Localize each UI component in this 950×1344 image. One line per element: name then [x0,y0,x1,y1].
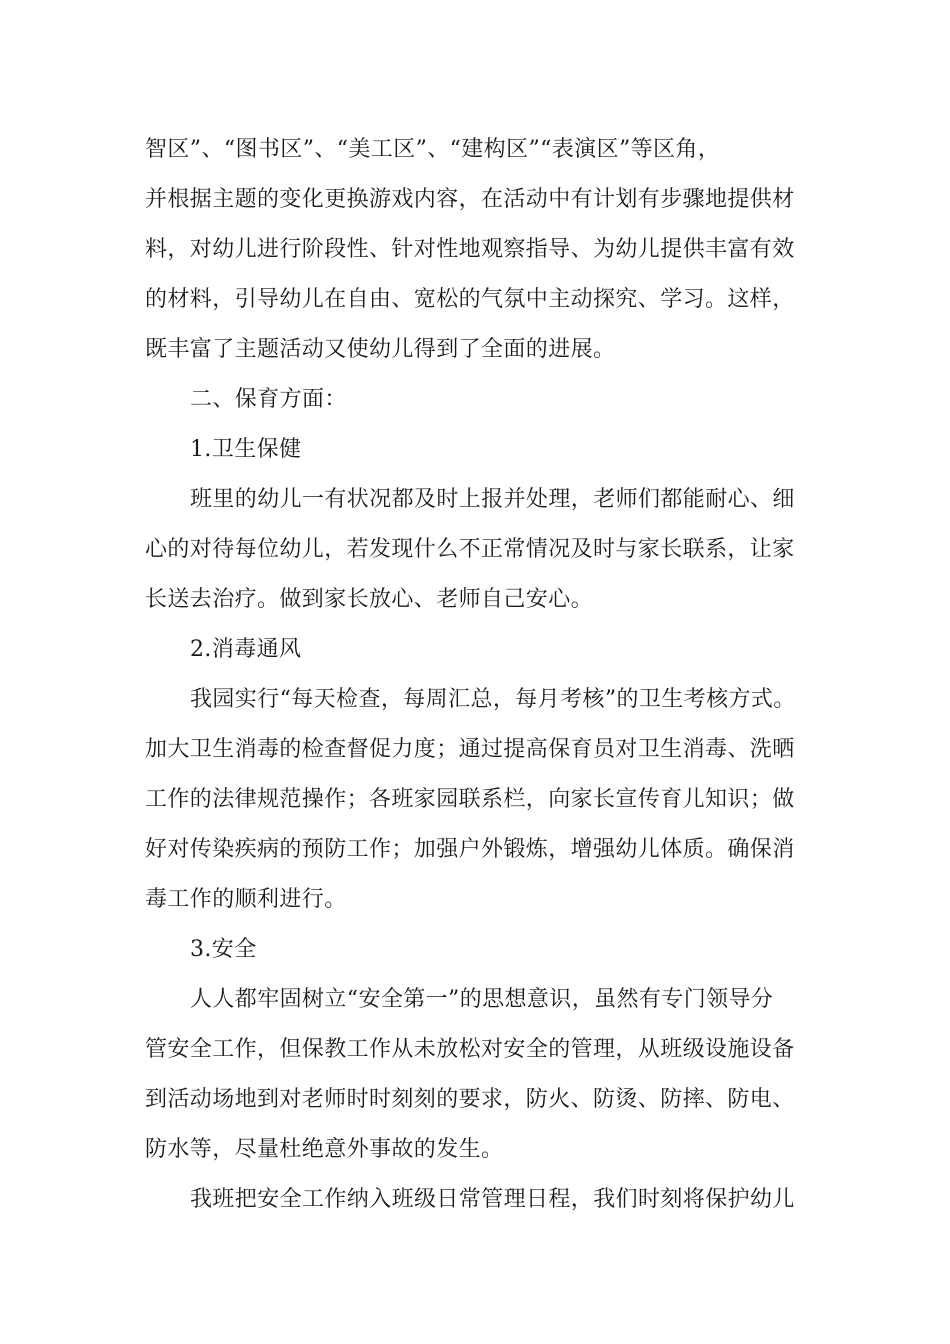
text-line: 管安全工作，但保教工作从未放松对安全的管理，从班级设施设备 [145,1037,795,1062]
text-line: 工作的法律规范操作；各班家园联系栏，向家长宣传育儿知识；做 [145,787,795,812]
text-line: 班里的幼儿一有状况都及时上报并处理，老师们都能耐心、细 [190,487,795,512]
text-line: 加大卫生消毒的检查督促力度；通过提高保育员对卫生消毒、洗晒 [145,737,795,762]
text-line: 心的对待每位幼儿，若发现什么不正常情况及时与家长联系，让家 [145,537,795,562]
text-line: 到活动场地到对老师时时刻刻的要求，防火、防烫、防摔、防电、 [145,1087,795,1112]
text-line: 的材料，引导幼儿在自由、宽松的气氛中主动探究、学习。这样， [145,287,795,312]
text-line: 长送去治疗。做到家长放心、老师自己安心。 [145,587,594,612]
text-line: 智区”、“图书区”、“美工区”、“建构区”“表演区”等区角， [145,137,721,162]
text-line: 我园实行“每天检查，每周汇总，每月考核”的卫生考核方式。 [190,687,796,712]
text-line: 既丰富了主题活动又使幼儿得到了全面的进展。 [145,337,616,362]
text-line: 并根据主题的变化更换游戏内容，在活动中有计划有步骤地提供材 [145,187,795,212]
text-line: 我班把安全工作纳入班级日常管理日程，我们时刻将保护幼儿 [190,1187,795,1212]
text-line: 毒工作的顺利进行。 [145,887,347,912]
section-heading: 二、保育方面： [190,387,347,412]
text-line: 防水等，尽量杜绝意外事故的发生。 [145,1137,504,1162]
subsection-heading: 2.消毒通风 [190,637,302,662]
subsection-heading: 1.卫生保健 [190,437,302,462]
text-line: 料，对幼儿进行阶段性、针对性地观察指导、为幼儿提供丰富有效 [145,237,795,262]
text-line: 人人都牢固树立“安全第一”的思想意识，虽然有专门领导分 [190,987,774,1012]
text-line: 好对传染疾病的预防工作；加强户外锻炼，增强幼儿体质。确保消 [145,837,795,862]
subsection-heading: 3.安全 [190,937,257,962]
